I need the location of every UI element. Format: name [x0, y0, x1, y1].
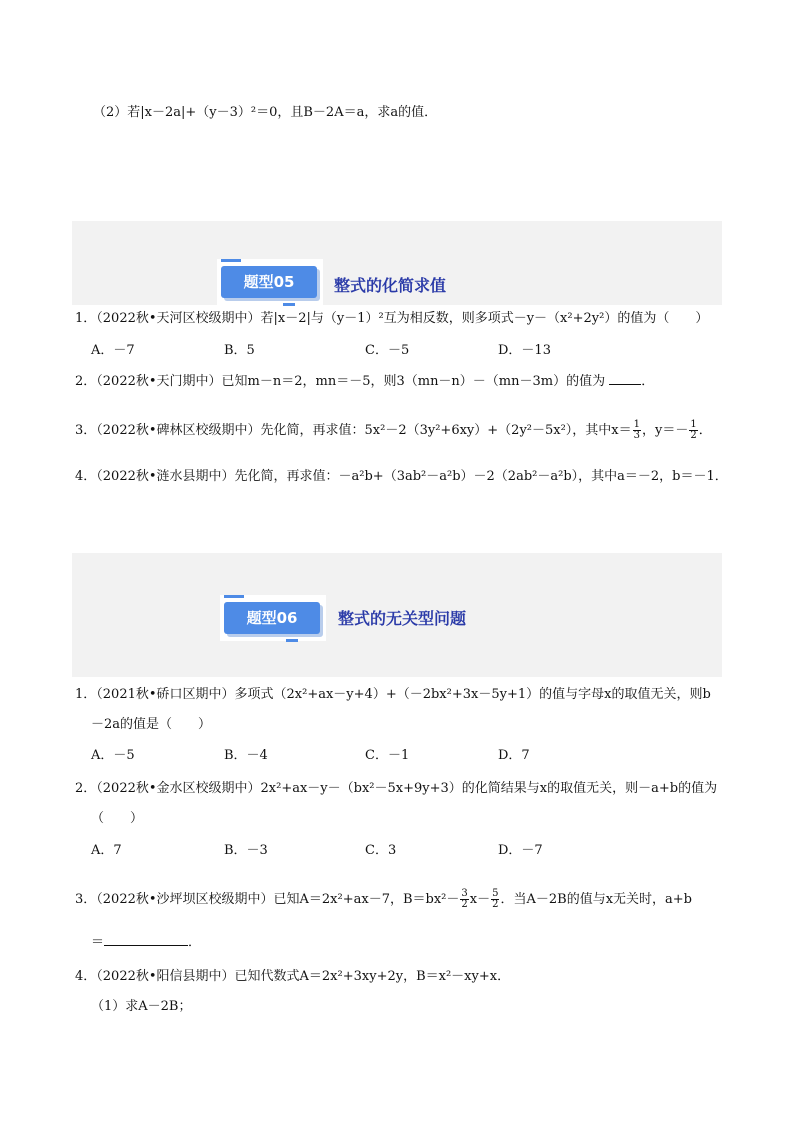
- section-06-badge: 题型06: [224, 602, 320, 634]
- s06-question-3-line-2: ＝ ．: [91, 935, 202, 950]
- s06-q2-option-b: B．－3: [224, 843, 268, 858]
- s05-q1-option-b: B．5: [224, 343, 255, 358]
- s05-question-1: 1．（2022秋•天河区校级期中）若|x－2|与（y－1）²互为相反数，则多项式－y－（x²+2y²）的值为（ ）: [75, 311, 709, 326]
- s05-question-4: 4．（2022秋•涟水县期中）先化简，再求值：－a²b+（3ab²－a²b）－2（2ab²－a²b），其中a＝－2，b＝－1．: [75, 469, 728, 484]
- s06-question-4: 4．（2022秋•阳信县期中）已知代数式A＝2x²+3xy+2y，B＝x²－xy+x．: [75, 969, 511, 984]
- section-05-title: 整式的化简求值: [334, 276, 447, 295]
- s06-q3-text: 3．（2022秋•沙坪坝区校级期中）已知A＝2x²+ax－7，B＝bx²－: [75, 892, 460, 907]
- s06-q1-option-b: B．－4: [224, 748, 268, 763]
- s05-q1-option-a: A．－7: [91, 343, 135, 358]
- s05-q1-option-c: C．－5: [365, 343, 410, 358]
- s05-q3-mid: ，y＝－: [642, 423, 689, 438]
- section-06-title: 整式的无关型问题: [338, 609, 467, 628]
- section-06-badge-frame: [220, 595, 326, 641]
- section-05-badge-frame: [217, 259, 323, 305]
- s05-q3-y-fraction: $\frac{1}{2}$: [690, 419, 697, 441]
- part-2-question: （2）若|x－2a|+（y－3）²＝0，且B－2A＝a，求a的值．: [93, 105, 438, 120]
- s06-q3-end: ．当A－2B的值与x无关时，a+b: [500, 892, 692, 907]
- s06-question-1-line-1: 1．（2021秋•硚口区期中）多项式（2x²+ax－y+4）+（－2bx²+3x－5y+1）的值与字母x的取值无关，则b: [75, 687, 711, 702]
- s06-q2-option-d: D．－7: [498, 843, 543, 858]
- s06-q2-option-a: A．7: [91, 843, 122, 858]
- s06-question-1-line-2: －2a的值是（ ）: [91, 717, 212, 732]
- s06-q2-option-c: C．3: [365, 843, 397, 858]
- s05-q2-text: 2．（2022秋•天门期中）已知m－n＝2，mn＝－5，则3（mn－n）－（mn－3m）的值为: [75, 374, 606, 389]
- s06-question-2-line-1: 2．（2022秋•金水区校级期中）2x²+ax－y－（bx²－5x+9y+3）的化简结果与x的取值无关，则－a+b的值为: [75, 781, 718, 796]
- s06-q1-option-a: A．－5: [91, 748, 135, 763]
- s06-q3-mid: x－: [469, 892, 491, 907]
- section-05-badge: 题型05: [221, 266, 317, 298]
- s05-q2-answer-blank[interactable]: [609, 384, 641, 385]
- s06-q3-equals: ＝: [91, 935, 105, 950]
- s06-question-4-part-1: （1）求A－2B；: [91, 999, 192, 1014]
- s05-q1-option-d: D．－13: [498, 343, 551, 358]
- s06-question-3-line-1: [75, 889, 692, 910]
- s06-q1-option-d: D．7: [498, 748, 530, 763]
- s05-question-2: 2．（2022秋•天门期中）已知m－n＝2，mn＝－5，则3（mn－n）－（mn－3m）的值为 ．: [75, 374, 655, 389]
- s06-q1-option-c: C．－1: [365, 748, 410, 763]
- s05-q3-x-fraction: $\frac{1}{3}$: [633, 419, 641, 441]
- s05-q3-text: 3．（2022秋•碑林区校级期中）先化简，再求值：5x²－2（3y²+6xy）+（2y²－5x²），其中x＝: [75, 423, 632, 438]
- s06-question-2-line-2: （ ）: [91, 811, 144, 826]
- s06-q3-answer-blank[interactable]: [104, 945, 188, 946]
- s06-q3-fraction-2: $\frac{5}{2}$: [492, 888, 499, 910]
- s05-question-3: [75, 420, 712, 441]
- s06-q3-fraction-1: $\frac{3}{2}$: [461, 888, 468, 910]
- s05-q3-end: ．: [698, 423, 712, 438]
